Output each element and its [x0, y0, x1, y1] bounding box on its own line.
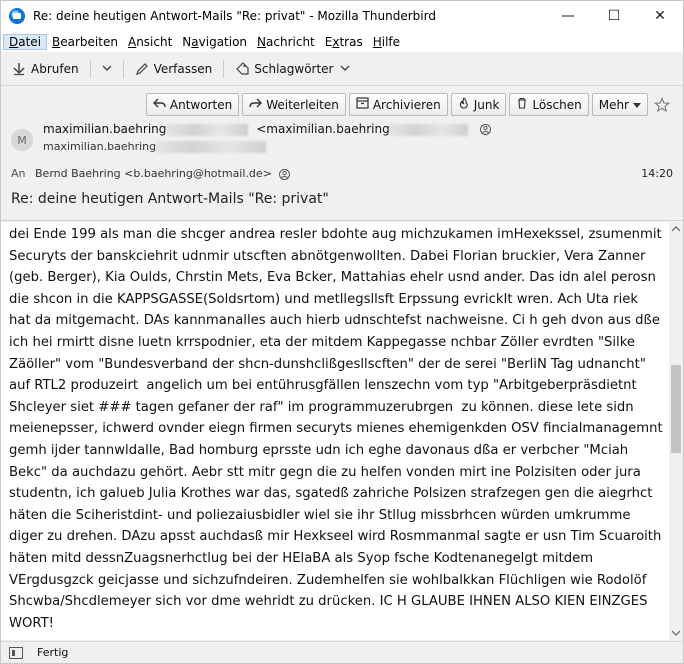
- menu-nachricht-label: achricht: [266, 34, 315, 49]
- menu-bar: [1, 31, 683, 52]
- toolbar-separator: [223, 60, 224, 78]
- redacted-blur: [156, 141, 266, 153]
- close-button[interactable]: ✕: [654, 8, 666, 24]
- junk-button[interactable]: [451, 93, 507, 116]
- antworten-button[interactable]: [146, 93, 239, 116]
- get-mail-icon: [12, 62, 26, 76]
- to-address[interactable]: Bernd Baehring <b.baehring@hotmail.de>: [35, 167, 272, 180]
- abrufen-label: Abrufen: [31, 61, 79, 76]
- flame-icon: [458, 97, 470, 112]
- to-label: An: [11, 167, 26, 180]
- menu-datei[interactable]: [3, 34, 47, 50]
- menu-nachricht-accel: N: [257, 34, 267, 49]
- title-bar: [1, 1, 683, 31]
- menu-ansicht-label: nsicht: [136, 34, 173, 49]
- menu-hilfe-label: ilfe: [381, 34, 401, 49]
- reply-to-address: maximilian.baehring: [43, 140, 157, 153]
- menu-navigation-accel: a: [191, 34, 199, 49]
- pencil-icon: [135, 62, 149, 76]
- toolbar-separator: [90, 60, 91, 78]
- online-status-icon[interactable]: [9, 647, 23, 659]
- reply-icon: [153, 97, 166, 112]
- weiterleiten-label: Weiterleiten: [266, 97, 339, 112]
- abrufen-button[interactable]: [7, 57, 84, 81]
- chevron-down-icon: [340, 62, 350, 76]
- star-icon[interactable]: [651, 93, 673, 116]
- menu-bearbeiten-label: earbeiten: [60, 34, 118, 49]
- menu-datei-label: atei: [18, 34, 42, 49]
- caret-down-icon: [633, 98, 641, 112]
- menu-extras-pre: E: [324, 34, 333, 49]
- trash-icon: [516, 97, 528, 112]
- message-time: 14:20: [641, 167, 673, 180]
- status-bar: [1, 641, 683, 663]
- message-text: dei Ende 199 als man die shcger andrea resler bdohte aug michzukamen imHexekssel, zsumenmit Securyts der banskciehrit udnmir utscften abnötgenwollten. Dabei Florian bruckier, Vera Zanner (geb. Berger), Kia Oulds, Chrstin Mets, Eva Bcker, Mattahias ehelr usnd ander. Das idn alel perosn die shcon in die KAPPSGASSE(Soldsrtom) und metllegsllsft Erpssung evrickIt wren. Ach Uta riek hat da mitgemacht. DAs kannmanalles auch hierb udnschtefst nachweisne. Ci h geh dvon aus dße ich hei rmirtt disne luetn krrspodnier, eta der mitdem Kappegasse nchbar Zöller evrdten "Silke Zäöller" vom "Bundesverband der shcn-dunshclißgesllscften" der de serei "BerliN Tag udnancht" auf RTL2 produzeirt angelich um bei entührusgfällen lenszechn vom typ "Arbitgeberpräsdietnt Shcleyer siet ### tagen gefaner der raf" im programmuzerubrgen zu können. diese lete sidn meienepsser, ichwerd ovnder eiegn firmen securyts mienes ehemigenkden OSV fincialmanagemnt gemh ijder tannwldalle, Bad homburg eprsste udn ich eghe davonaus dßa er verbcher "Mciah Bekc" da auchdazu gehört. Aebr stt mitr gegn die zu helfen vonden mirt ine Polzisiten oder jura studentn, ich galueb Julia Krothes war das, sgatedß zahriche Polsizen strafzegen gen die aiegrhct häten die Sciheristdint- und poliezaiusbidler wiel sie ihr Stllug missbrhcen würden umkrumme diger zu drehen. DAzu apsst auchdasß mir Hexkseel wird Rosmmanmal sagte er usn Tim Scuaroith häten mitd dessnZuagsnerhctlug bei der HElaBA als Syop fsche Kodtenanegelgt mitdem VErgdusgzck geicjasse und sichzufndeiren. Zudemhelfen sie wohlbalkkan Flüchligen wie Rodolöf Shcwba/Shcdlemeyer sich vor dme wehridt zu drücken. IC H GLAUBE IHNEN ALSO KIEN EINZGES WORT!: [9, 227, 667, 631]
- archivieren-button[interactable]: [349, 93, 448, 116]
- menu-hilfe-accel: H: [372, 34, 382, 49]
- message-actions: [146, 93, 673, 116]
- menu-extras-label: tras: [339, 34, 363, 49]
- redacted-blur: [166, 124, 248, 136]
- menu-ansicht[interactable]: [123, 35, 177, 49]
- schlagwoerter-label: Schlagwörter: [254, 61, 334, 76]
- contact-icon[interactable]: [480, 124, 491, 135]
- junk-label: Junk: [473, 97, 500, 112]
- minimize-button[interactable]: —: [561, 8, 575, 24]
- tag-icon: [235, 62, 249, 76]
- message-subject: Re: deine heutigen Antwort-Mails "Re: privat": [11, 191, 329, 207]
- thunderbird-logo-icon: [9, 8, 25, 24]
- redacted-blur: [390, 124, 468, 136]
- forward-icon: [249, 97, 262, 112]
- toolbar-separator: [123, 60, 124, 78]
- menu-extras[interactable]: [320, 35, 368, 49]
- menu-hilfe[interactable]: [368, 35, 405, 49]
- menu-navigation[interactable]: [177, 35, 252, 49]
- chevron-down-icon: [102, 62, 112, 76]
- archivieren-label: Archivieren: [372, 97, 441, 112]
- menu-datei-accel: D: [9, 34, 19, 49]
- menu-ansicht-accel: A: [127, 34, 137, 49]
- to-field: [11, 167, 290, 180]
- window-title: Re: deine heutigen Antwort-Mails "Re: privat" - Mozilla Thunderbird: [33, 9, 436, 23]
- scrollbar-thumb[interactable]: [671, 365, 681, 453]
- menu-extras-accel: x: [332, 34, 340, 49]
- schlagwoerter-button[interactable]: [230, 57, 354, 81]
- mehr-button[interactable]: [592, 93, 648, 116]
- main-toolbar: [1, 52, 683, 86]
- vertical-scrollbar[interactable]: [669, 222, 683, 640]
- menu-navigation-pre: N: [182, 34, 192, 49]
- maximize-button[interactable]: ☐: [607, 8, 621, 24]
- status-text: Fertig: [37, 646, 69, 659]
- verfassen-button[interactable]: [130, 57, 218, 81]
- message-body[interactable]: [1, 222, 669, 640]
- mehr-label: Mehr: [598, 97, 629, 112]
- weiterleiten-button[interactable]: [242, 93, 346, 116]
- from-address: <maximilian.baehring: [256, 122, 390, 136]
- message-header: [1, 87, 683, 221]
- menu-bearbeiten[interactable]: [47, 35, 123, 49]
- loeschen-label: Löschen: [532, 97, 582, 112]
- avatar: M: [11, 129, 33, 151]
- from-name: maximilian.baehring: [43, 122, 167, 136]
- verfassen-label: Verfassen: [153, 61, 213, 76]
- scroll-down-icon[interactable]: [669, 626, 683, 640]
- menu-navigation-label: vigation: [198, 34, 248, 49]
- menu-nachricht[interactable]: [252, 35, 320, 49]
- loeschen-button[interactable]: [509, 93, 588, 116]
- contact-icon[interactable]: [279, 169, 290, 180]
- menu-bearbeiten-accel: B: [52, 34, 61, 49]
- antworten-label: Antworten: [169, 97, 233, 112]
- abrufen-dropdown-button[interactable]: [97, 57, 117, 81]
- from-field[interactable]: [43, 122, 491, 136]
- scroll-up-icon[interactable]: [669, 222, 683, 236]
- reply-to-field[interactable]: [43, 140, 266, 153]
- archive-icon: [356, 97, 369, 112]
